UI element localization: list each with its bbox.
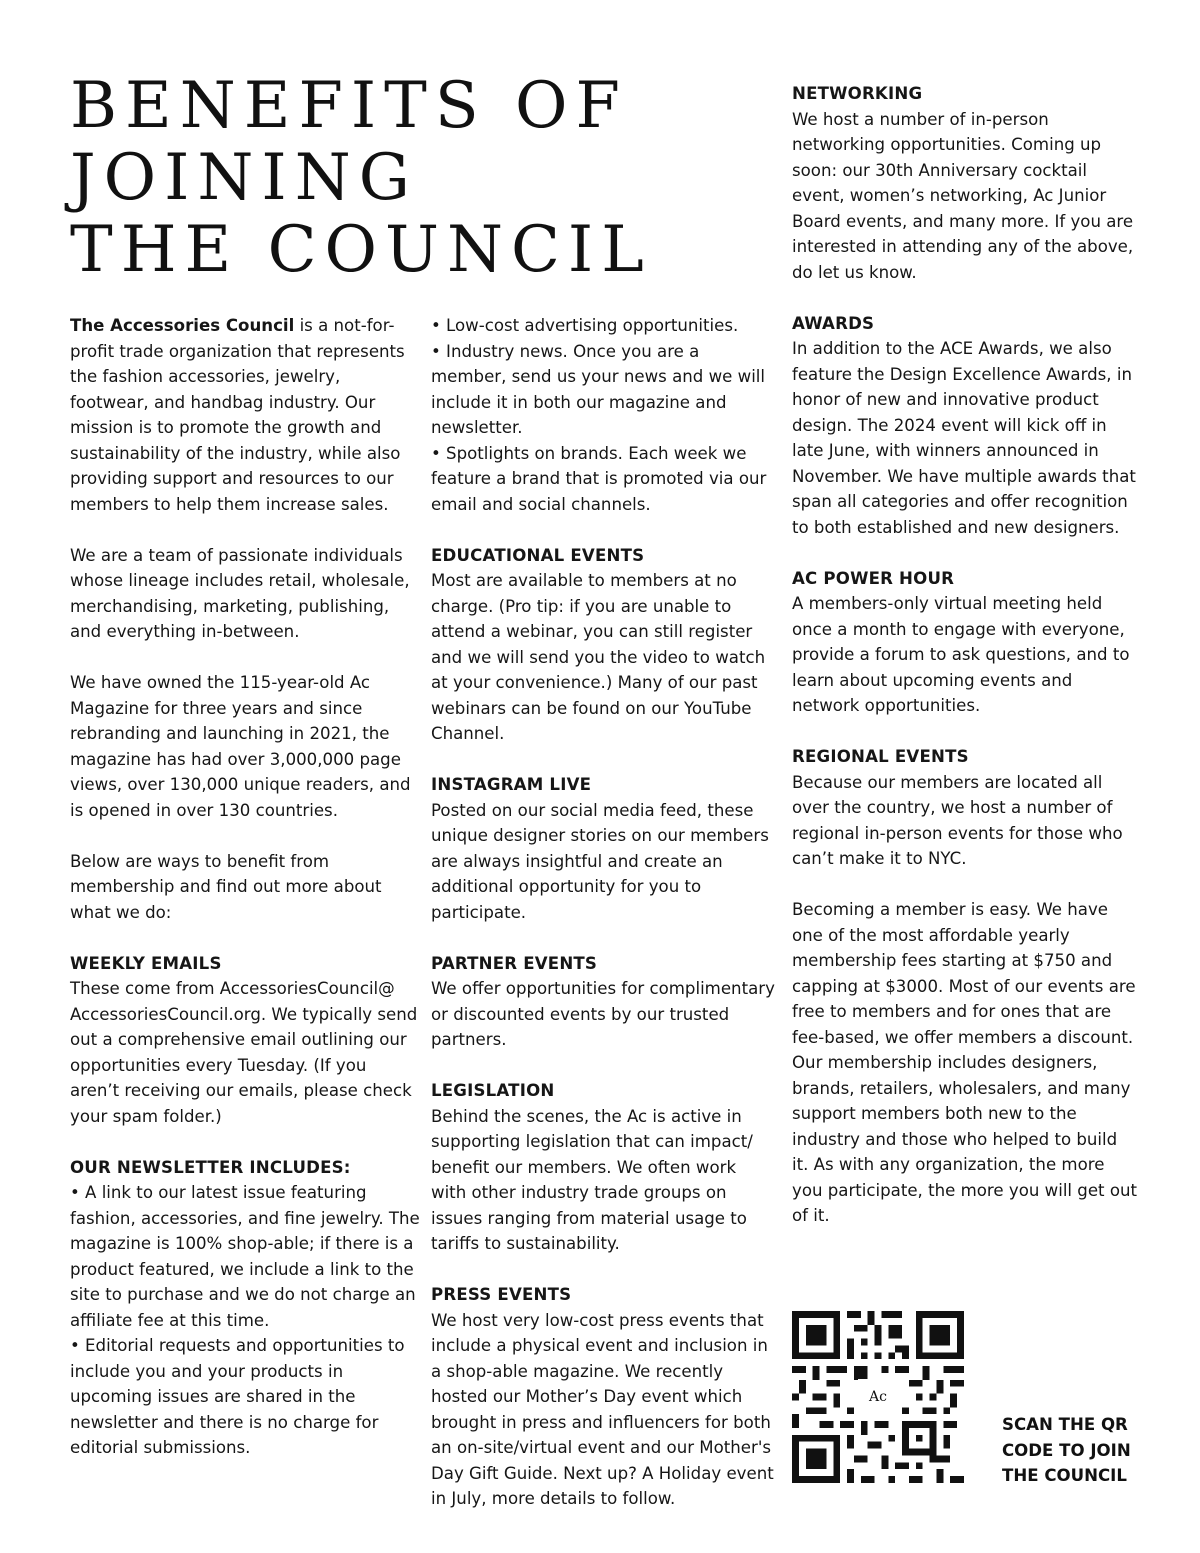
newsletter-bullet-1: • A link to our latest issue featuring fashion, accessories, and fine jewelry. The magazine is 100% shop-able; if there is a product featured, we include a link to the site to purchase and we do not charge an affiliate fee at this time. <box>70 1183 420 1330</box>
cta-line-3: THE COUNCIL <box>1002 1466 1127 1485</box>
press-events-heading: PRESS EVENTS <box>431 1285 572 1304</box>
scan-qr-cta <box>1002 1412 1142 1489</box>
power-hour-heading: AC POWER HOUR <box>792 568 955 588</box>
awards-body: In addition to the ACE Awards, we also feature the Design Excellence Awards, in honor of new and innovative product design. The 2024 event will kick off in late June, with winners announced in November. We have multiple awards that span all categories and offer recognition to both established and new designers. <box>792 339 1136 537</box>
weekly-emails-body: These come from AccessoriesCouncil@ AccessoriesCouncil.org. We typically send out a comprehensive email outlining our opportunities every Tuesday. (If you aren’t receiving our emails, please check your spam folder.) <box>70 979 418 1126</box>
power-hour-body: A members-only virtual meeting held once a month to engage with everyone, provide a forum to ask questions, and to learn about upcoming events and network opportunities. <box>792 594 1130 715</box>
regional-events-body: Because our members are located all over the country, we host a number of regional in-person events for those who can’t make it to NYC. <box>792 772 1123 868</box>
column-middle <box>431 313 776 1512</box>
partner-events-heading: PARTNER EVENTS <box>431 953 598 973</box>
column-left <box>70 313 420 1461</box>
membership-paragraph: Becoming a member is easy. We have one of the most affordable yearly membership fees starting at $750 and capping at $3000. Most of our events are free to members and for ones that are fee-based, we offer members a discount. Our membership includes designers, brands, retailers, wholesalers, and many support members both new to the industry and those who helped to build it. As with any organization, the more you participate, the more you will get out of it. <box>792 900 1138 1225</box>
qr-code-icon[interactable] <box>792 1311 964 1483</box>
networking-heading: NETWORKING <box>792 84 923 103</box>
ac-logo: Ac <box>858 1379 898 1415</box>
partner-events-body: We offer opportunities for complimentary or discounted events by our trusted partners. <box>431 979 775 1049</box>
weekly-emails-heading: WEEKLY EMAILS <box>70 953 222 973</box>
newsletter-bullet-3: • Low-cost advertising opportunities. <box>431 316 739 335</box>
title-line-1: BENEFITS OF <box>70 69 628 143</box>
newsletter-bullet-2: • Editorial requests and opportunities to include you and your products in upcoming issues are shared in the newsletter and there is no charge for editorial submissions. <box>70 1336 405 1457</box>
awards-heading: AWARDS <box>792 313 875 333</box>
networking-body: We host a number of in-person networking opportunities. Coming up soon: our 30th Anniversary cocktail event, women’s networking, Ac Junior Board events, and many more. If you are interested in attending any of the above, do let us know. <box>792 109 1134 282</box>
column-right <box>792 81 1137 1229</box>
title-line-2: JOINING <box>70 141 418 215</box>
legislation-body: Behind the scenes, the Ac is active in supporting legislation that can impact/ benefit our members. We often work with other industry trade groups on issues ranging from material usage to tariffs to sustainability. <box>431 1106 753 1253</box>
newsletter-bullet-4: • Industry news. Once you are a member, send us your news and we will include it in both our magazine and newsletter. <box>431 341 766 437</box>
educational-events-body: Most are available to members at no charge. (Pro tip: if you are unable to attend a webinar, you can still register and we will send you the video to watch at your convenience.) Many of our past webinars can be found on our YouTube Channel. <box>431 571 766 743</box>
benefits-intro-paragraph: Below are ways to benefit from membership and find out more about what we do: <box>70 851 382 922</box>
newsletter-heading: OUR NEWSLETTER INCLUDES: <box>70 1157 351 1177</box>
cta-line-2: CODE TO JOIN <box>1002 1440 1131 1460</box>
intro-text: is a not-for-profit trade organization that represents the fashion accessories, jewelry, footwear, and handbag industry. Our mission is to promote the growth and sustainability of the industry, while also providing support and resources to our members to help them increase sales. <box>70 316 405 514</box>
regional-events-heading: REGIONAL EVENTS <box>792 747 969 766</box>
page-title <box>70 70 652 286</box>
title-line-3: THE COUNCIL <box>70 213 652 287</box>
magazine-paragraph: We have owned the 115-year-old Ac Magazine for three years and since rebranding and launching in 2021, the magazine has had over 3,000,000 page views, over 130,000 unique readers, and is opened in over 130 countries. <box>70 673 411 820</box>
legislation-heading: LEGISLATION <box>431 1081 555 1100</box>
press-events-body: We host very low-cost press events that include a physical event and inclusion in a shop-able magazine. We recently hosted our Mother’s Day event which brought in press and influencers for both an on-site/virtual event and our Mother's Day Gift Guide. Next up? A Holiday event in July, more details to follow. <box>431 1310 774 1508</box>
intro-paragraph <box>70 313 420 517</box>
cta-line-1: SCAN THE QR <box>1002 1415 1128 1434</box>
instagram-live-heading: INSTAGRAM LIVE <box>431 775 592 794</box>
team-paragraph: We are a team of passionate individuals whose lineage includes retail, wholesale, merchandising, marketing, publishing, and everything in-between. <box>70 545 410 641</box>
instagram-live-body: Posted on our social media feed, these unique designer stories on our members are always insightful and create an additional opportunity for you to participate. <box>431 800 769 922</box>
newsletter-bullet-5: • Spotlights on brands. Each week we feature a brand that is promoted via our email and social channels. <box>431 443 767 514</box>
educational-events-heading: EDUCATIONAL EVENTS <box>431 545 645 565</box>
org-name: The Accessories Council <box>70 316 295 335</box>
